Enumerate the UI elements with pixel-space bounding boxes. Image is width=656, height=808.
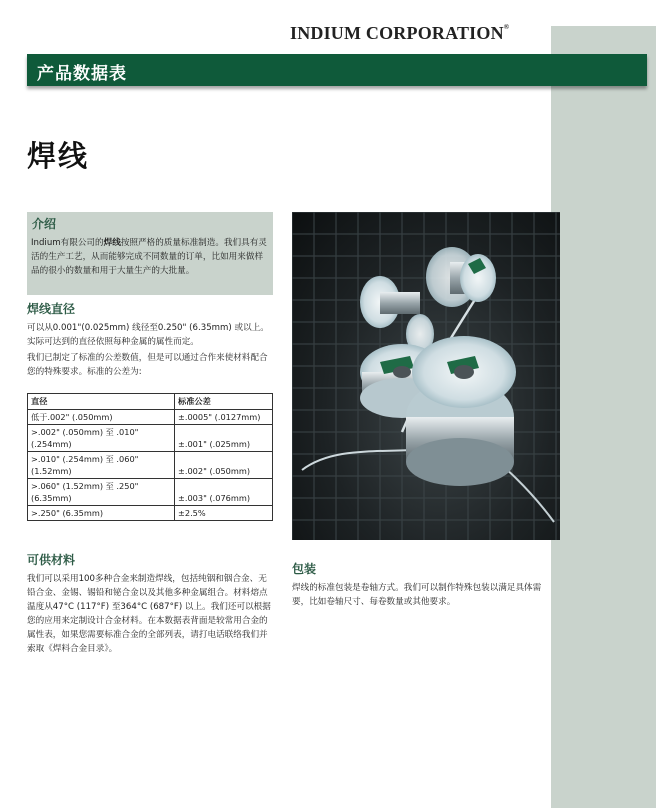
table-cell-diameter: >.060" (1.52mm) 至 .250" (6.35mm) <box>28 479 175 506</box>
table-row <box>28 410 273 425</box>
column-header-tolerance: 标准公差 <box>175 394 273 410</box>
table-header-row <box>28 394 273 410</box>
table-cell-diameter: >.250" (6.35mm) <box>28 506 175 521</box>
packaging-text: 焊线的标准包装是卷轴方式。我们可以制作特殊包装以满足具体需要，比如卷轴尺寸、每卷数量或其他要求。 <box>292 583 542 607</box>
column-header-diameter: 直径 <box>28 394 175 410</box>
packaging-heading: 包装 <box>292 562 317 576</box>
table-cell-diameter: >.010" (.254mm) 至 .060" (1.52mm) <box>28 452 175 479</box>
table-row <box>28 479 273 506</box>
intro-text-post: 按照严格的质量标准制造。我们具有灵活的生产工艺，从而能够完成不同数量的订单，比如用来做样品的很小的数量和用于大量生产的大批量。 <box>31 238 267 276</box>
table-row <box>28 506 273 521</box>
spools-illustration <box>292 212 560 540</box>
tolerance-table <box>27 393 273 521</box>
banner-title: 产品数据表 <box>37 64 127 84</box>
intro-heading: 介绍 <box>32 217 57 231</box>
table-row <box>28 425 273 452</box>
logo-text: INDIUM CORPORATION <box>290 23 504 43</box>
side-strip <box>551 26 656 808</box>
table-cell-tolerance: ±2.5% <box>175 506 273 521</box>
diameter-para-1: 可以从0.001"(0.025mm) 线径至0.250" (6.35mm) 或以上。实际可达到的直径依照每种金属的属性而定。 <box>27 323 269 347</box>
materials-text: 我们可以采用100多种合金来制造焊线，包括纯铟和铟合金、无铅合金、金锡、锡铅和铋合金以及其他多种金属组合。材料熔点温度从47°C (117°F) 至364°C (687°F) 以上。我们还可以根据您的应用来定制设计合金材料。在本数据表背面是较常用合金的属性表，如果您需要标准合金的全部列表，请打电话联络我们并索取《焊料合金目录》。 <box>27 574 271 654</box>
intro-text <box>31 236 270 278</box>
table-cell-tolerance: ±.001" (.025mm) <box>175 425 273 452</box>
diameter-para-2: 我们已制定了标准的公差数值，但是可以通过合作来使材料配合您的特殊要求。标准的公差为: <box>27 353 268 377</box>
intro-text-pre: Indium有限公司的 <box>31 238 104 248</box>
table-cell-tolerance: ±.002" (.050mm) <box>175 452 273 479</box>
table-cell-tolerance: ±.0005" (.0127mm) <box>175 410 273 425</box>
solder-wire-spools-photo <box>292 212 560 540</box>
table-row <box>28 452 273 479</box>
materials-heading: 可供材料 <box>27 553 76 567</box>
diameter-heading: 焊线直径 <box>27 302 76 316</box>
table-cell-tolerance: ±.003" (.076mm) <box>175 479 273 506</box>
company-logo <box>290 23 544 47</box>
registered-mark: ® <box>503 23 510 31</box>
page-title: 焊线 <box>27 139 90 173</box>
table-cell-diameter: >.002" (.050mm) 至 .010" (.254mm) <box>28 425 175 452</box>
header-banner <box>27 54 647 86</box>
intro-text-bold: 焊线 <box>103 238 121 248</box>
table-cell-diameter: 低于.002" (.050mm) <box>28 410 175 425</box>
